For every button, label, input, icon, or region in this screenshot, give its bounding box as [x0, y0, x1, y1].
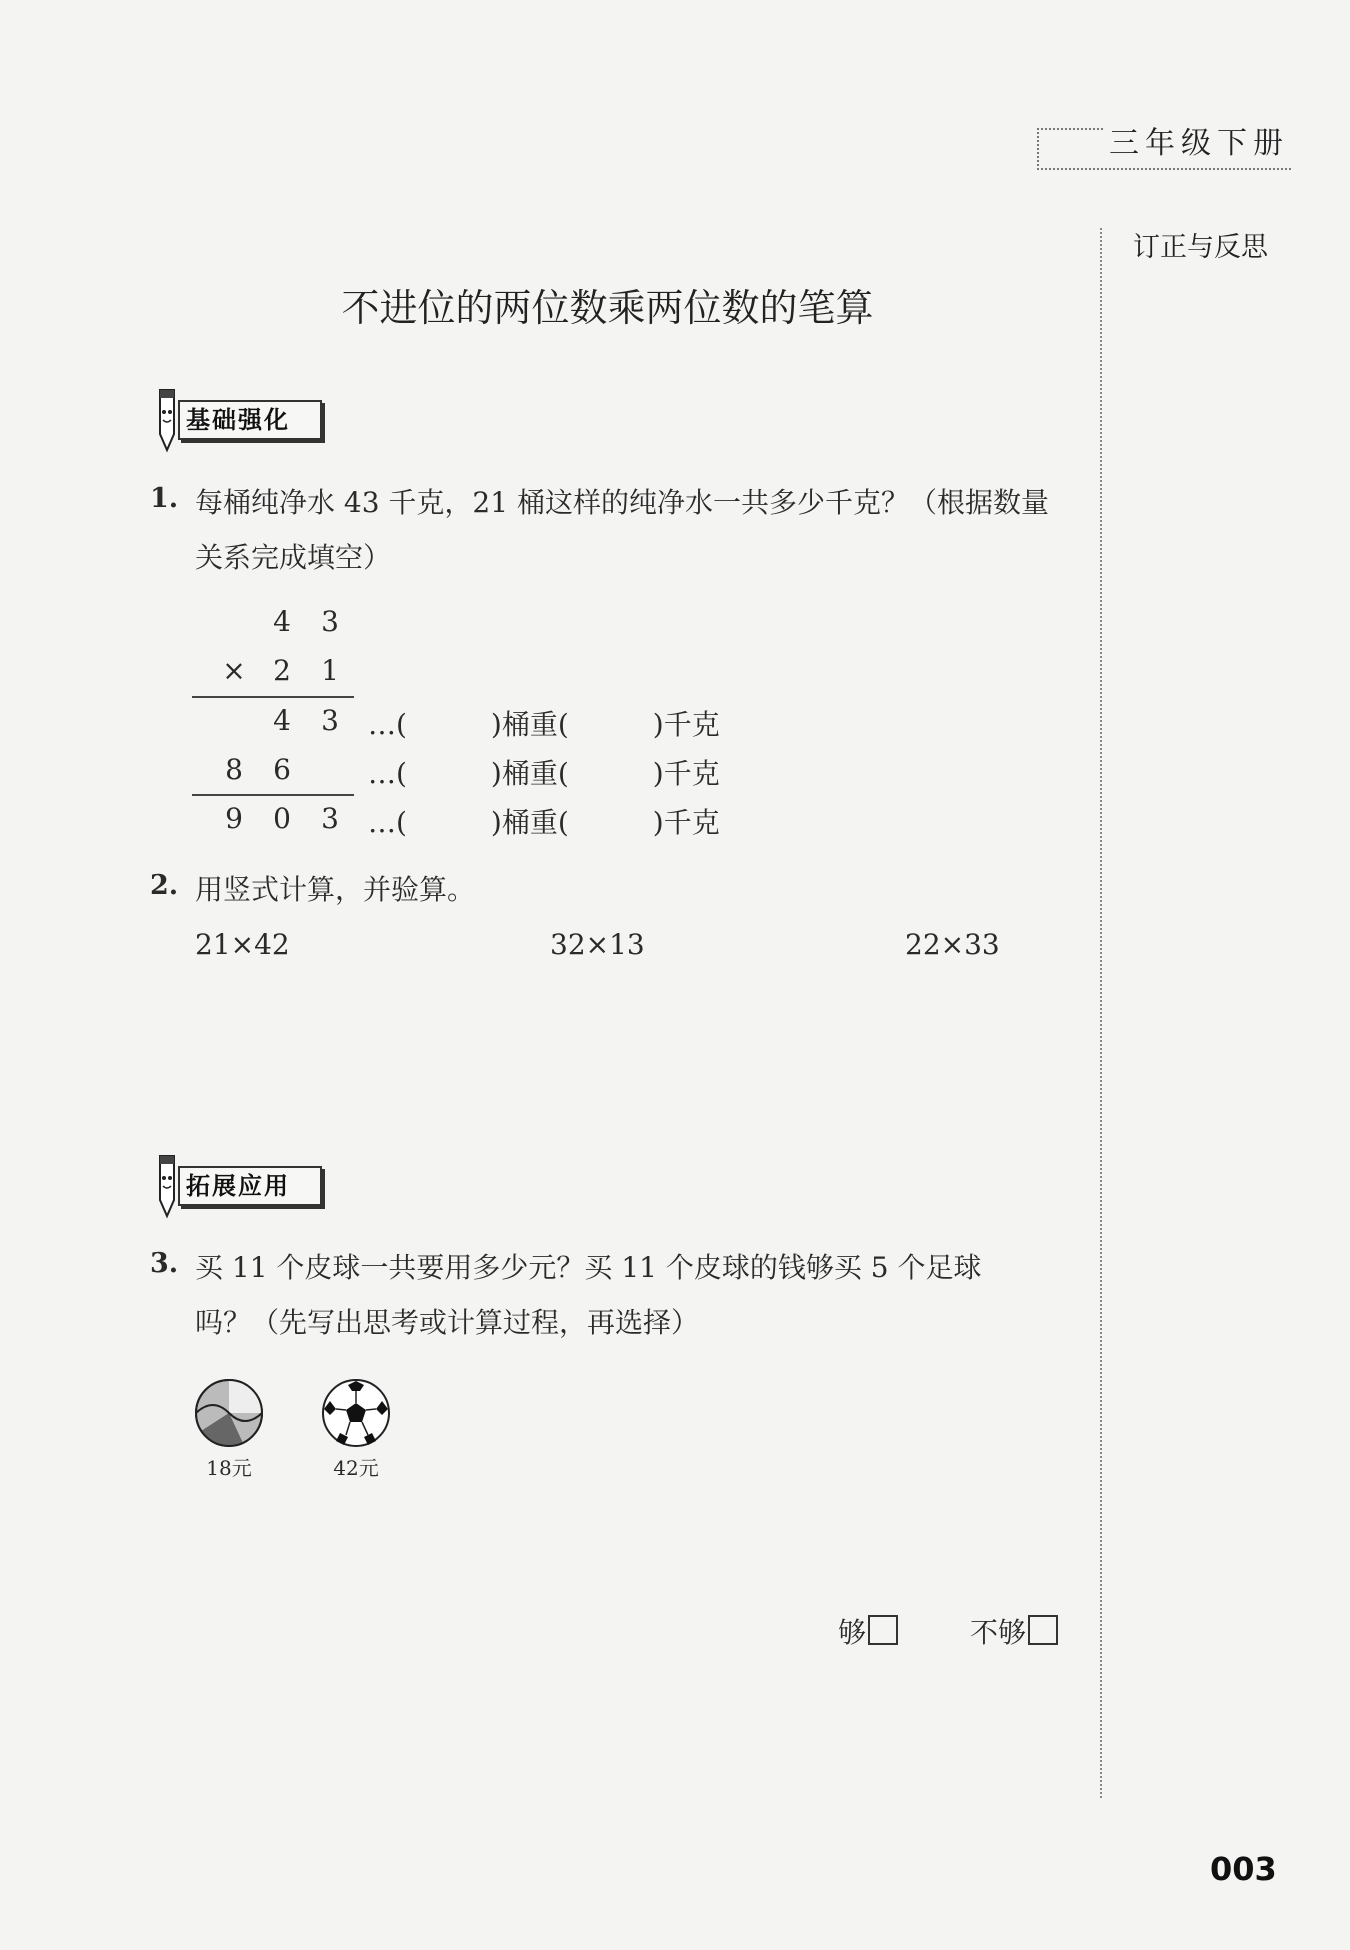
grade-label: 三年级下册	[1105, 118, 1293, 162]
option-label: 不够	[970, 1616, 1027, 1649]
question-text: 用竖式计算，并验算。	[195, 873, 476, 906]
question-number: 2.	[150, 870, 179, 901]
problem-3: 22×33	[905, 928, 1000, 961]
digit: 0	[273, 802, 291, 835]
question-number: 1.	[150, 483, 179, 514]
checkbox[interactable]	[868, 1615, 898, 1645]
page-number: 003	[1210, 1850, 1277, 1888]
page-title: 不进位的两位数乘两位数的笔算	[341, 286, 874, 330]
problem-2: 32×13	[550, 928, 645, 961]
digit: 4	[273, 605, 291, 638]
question-text: 关系完成填空）	[195, 541, 392, 574]
digit: 8	[225, 753, 243, 786]
problem-1: 21×42	[195, 928, 290, 961]
fill-blank-row[interactable]: …( )桶重( )千克	[368, 708, 720, 741]
digit: 6	[273, 753, 291, 786]
checkbox[interactable]	[1028, 1615, 1058, 1645]
digit: 3	[321, 802, 339, 835]
calc-line	[192, 794, 354, 796]
question-text: 吗？（先写出思考或计算过程，再选择）	[195, 1306, 700, 1339]
soccer-ball-icon	[320, 1377, 392, 1449]
fill-blank-row[interactable]: …( )桶重( )千克	[368, 806, 720, 839]
question-text: 买 11 个皮球一共要用多少元？买 11 个皮球的钱够买 5 个足球	[195, 1251, 982, 1284]
section-title: 基础强化	[178, 400, 322, 440]
times-sign: ×	[222, 654, 246, 687]
fill-blank-row[interactable]: …( )桶重( )千克	[368, 757, 720, 790]
calc-line	[192, 696, 354, 698]
digit: 9	[225, 802, 243, 835]
digit: 3	[321, 704, 339, 737]
option-label: 够	[838, 1616, 867, 1649]
digit: 2	[273, 654, 291, 687]
option-not-enough[interactable]	[970, 1605, 1058, 1660]
beach-ball-price: 18元	[206, 1456, 252, 1480]
soccer-ball-price: 42元	[333, 1456, 379, 1480]
section-title: 拓展应用	[178, 1166, 322, 1206]
digit: 1	[321, 654, 339, 687]
digit: 4	[273, 704, 291, 737]
question-text: 每桶纯净水 43 千克，21 桶这样的纯净水一共多少千克？（根据数量	[195, 486, 1049, 519]
margin-divider	[1100, 228, 1102, 1798]
revise-column-label: 订正与反思	[1133, 232, 1268, 263]
question-number: 3.	[150, 1248, 179, 1279]
option-enough[interactable]	[838, 1605, 898, 1660]
beach-ball-icon	[193, 1377, 265, 1449]
digit: 3	[321, 605, 339, 638]
